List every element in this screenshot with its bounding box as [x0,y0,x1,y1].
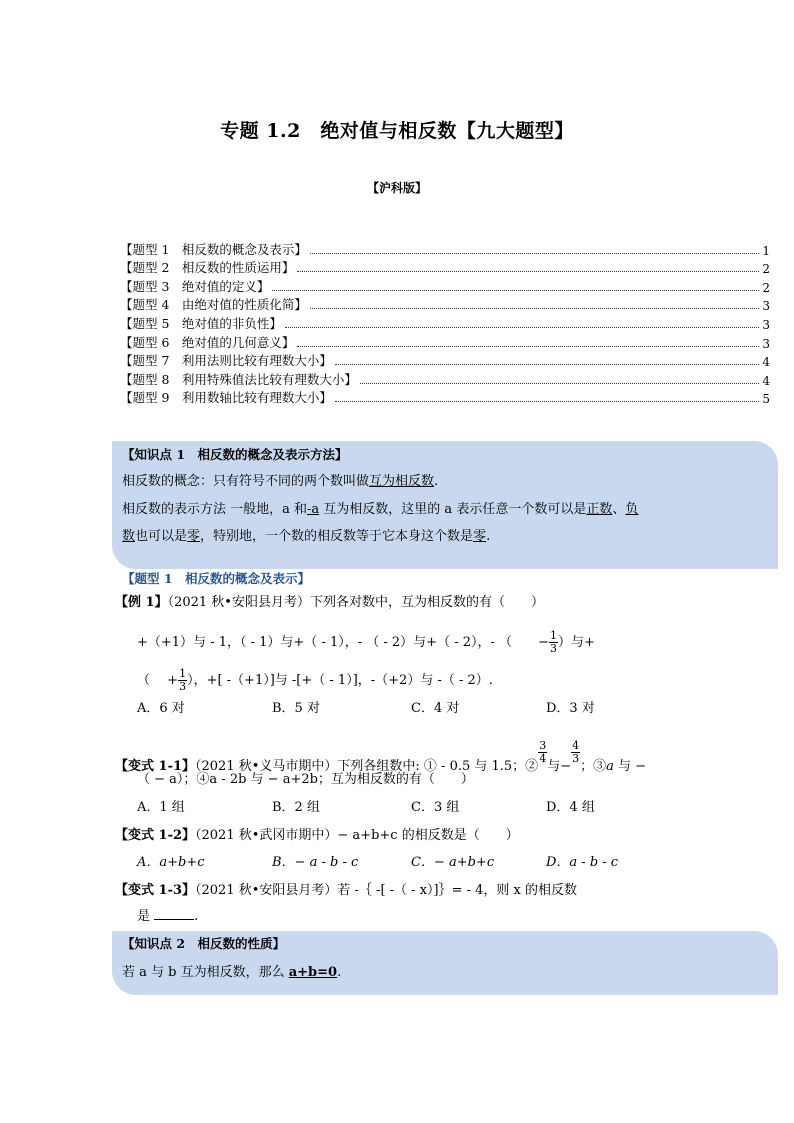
toc-leader-dots [360,383,759,384]
option-c: C．3 组 [411,800,460,815]
table-of-contents [120,239,770,406]
variant-text: ；③ [580,759,607,774]
variant-text: （2021 秋•义马市期中）下列各组数中: ① - 0.5 与 1.5；② [195,759,539,774]
frac-sign: + [167,673,179,688]
example-expr: （ [137,673,151,688]
kp1-text: ，特别地，一个数的相反数等于它本身这个数是 [200,529,474,544]
option-a: A．1 组 [137,800,185,815]
toc-entry[interactable] [120,258,770,277]
kp1-text: 也可以是 [135,529,188,544]
kp2-formula: a+b=0 [288,965,338,980]
kp1-term-zero: 零 [473,529,487,544]
option-c: C．− a+b+c [411,855,495,870]
option-b: B．5 对 [272,701,320,716]
toc-leader-dots [335,364,759,365]
toc-page-number: 5 [762,392,770,407]
example-expr: ），+[ -（+1）]与 -[+（ - 1）]，-（+2）与 -（ - 2）. [187,673,493,688]
example-label: 【例 1】 [115,595,168,610]
toc-entry[interactable] [120,332,770,351]
variant-text: （2021 秋•武冈市期中）− a+b+c 的相反数是（ ） [195,828,519,843]
toc-entry-label: 【题型 6 绝对值的几何意义】 [120,334,295,350]
kp2-line-1 [122,961,341,980]
toc-entry[interactable] [120,239,770,258]
example-1-row-1 [137,630,595,655]
toc-entry-label: 【题型 3 绝对值的定义】 [120,278,270,294]
toc-entry[interactable] [120,313,770,332]
variant-1-2-stem [115,824,519,843]
fraction-one-third: $\frac{1}{3}$ [549,629,557,655]
variant-text: 与 − [613,759,647,774]
toc-page-number: 3 [762,299,770,314]
kp1-line-1 [122,470,438,489]
option-c: C．4 对 [411,701,460,716]
option-b: B．2 组 [272,800,320,815]
option-d: D．4 组 [546,800,595,815]
toc-leader-dots [297,346,759,347]
toc-page-number: 4 [762,373,770,388]
variant-text: 与 [547,759,561,774]
kp1-line-3 [122,525,490,544]
example-expr: +（+1）与 - 1，（ - 1）与+（ - 1），- （ - 2）与+（ - 2），- （ [137,635,513,650]
variant-text: 是 [137,909,155,924]
toc-leader-dots [297,271,759,272]
toc-page-number: 3 [762,317,770,332]
kp1-text: 、 [612,502,626,517]
page-title: 专题 1.2 绝对值与相反数【九大题型】 [220,120,574,142]
toc-entry[interactable] [120,276,770,295]
edition-label: 【沪科版】 [366,181,427,195]
toc-page-number: 2 [762,280,770,295]
toc-entry-label: 【题型 7 利用法则比较有理数大小】 [120,353,332,369]
kp2-text: 若 a 与 b 互为相反数，那么 [122,965,289,980]
variant-text: （2021 秋•安阳县月考）若 -｛ -[ -（ - x）]｝= - 4，则 x 的相反数 [195,883,578,898]
kp1-line-2 [122,498,638,517]
variant-1-3-stem [115,879,577,898]
toc-leader-dots [272,290,759,291]
toc-entry[interactable] [120,295,770,314]
kp1-text: 相反数的表示方法 一般地，a 和 [122,502,308,517]
toc-leader-dots [285,327,759,328]
variant-1-1-row-2: （ − a）；④a - 2b 与 − a+2b；互为相反数的有（ ） [137,772,474,787]
toc-page-number: 1 [762,243,770,258]
toc-entry[interactable] [120,388,770,407]
toc-leader-dots [335,401,759,402]
fraction-one-third: $\frac{1}{3}$ [179,667,187,693]
kp1-term-neg-a: -a [307,502,320,517]
option-a: A．a+b+c [137,855,205,870]
toc-page-number: 3 [762,336,770,351]
toc-leader-dots [310,253,759,254]
toc-entry-label: 【题型 8 利用特殊值法比较有理数大小】 [120,371,357,387]
example-1-stem [115,591,544,610]
kp1-term: 数 [122,529,136,544]
knowledge-point-2-title: 【知识点 2 相反数的性质】 [122,936,286,951]
variant-label: 【变式 1-2】 [115,828,196,843]
option-b: B．− a - b - c [272,855,359,870]
example-text: （2021 秋•安阳县月考）下列各对数中，互为相反数的有（ ） [167,595,544,610]
variant-text: . [194,909,199,924]
variant-1-3-row-2 [137,905,198,924]
question-type-1-heading: 【题型 1 相反数的概念及表示】 [122,571,311,586]
kp1-text: . [434,474,439,489]
kp2-text: . [337,965,342,980]
toc-entry-label: 【题型 9 利用数轴比较有理数大小】 [120,390,332,406]
kp1-text: 互为相反数，这里的 a 表示任意一个数可以是 [319,502,587,517]
fraction-three-quarters: $\frac{3}{4}$ [539,739,547,765]
variant-var: a [606,759,614,774]
toc-entry-label: 【题型 2 相反数的性质运用】 [120,260,295,276]
example-1-row-2 [137,668,493,693]
fraction-four-thirds: $\frac{4}{3}$ [572,739,580,765]
toc-page-number: 4 [762,355,770,370]
kp1-term-positive: 正数 [586,502,613,517]
toc-entry[interactable] [120,351,770,370]
option-a: A．6 对 [137,701,185,716]
answer-blank[interactable] [154,907,194,920]
variant-label: 【变式 1-3】 [115,883,196,898]
kp1-text: . [486,529,491,544]
option-d: D．3 对 [546,701,595,716]
example-expr: ）与+ [557,635,595,650]
option-d: D．a - b - c [546,855,619,870]
kp1-term-negative: 负 [625,502,639,517]
toc-page-number: 2 [762,262,770,277]
toc-entry-label: 【题型 5 绝对值的非负性】 [120,315,282,331]
toc-entry-label: 【题型 4 由绝对值的性质化简】 [120,297,307,313]
knowledge-point-1-title: 【知识点 1 相反数的概念及表示方法】 [122,447,348,462]
toc-entry[interactable] [120,369,770,388]
frac-sign: − [538,635,549,650]
toc-leader-dots [310,308,759,309]
kp1-term-opposites: 互为相反数 [369,474,435,489]
toc-entry-label: 【题型 1 相反数的概念及表示】 [120,241,307,257]
variant-label: 【变式 1-1】 [115,759,196,774]
kp1-text: 相反数的概念：只有符号不同的两个数叫做 [122,474,370,489]
kp1-term-zero: 零 [187,529,201,544]
frac-sign: − [560,759,572,774]
